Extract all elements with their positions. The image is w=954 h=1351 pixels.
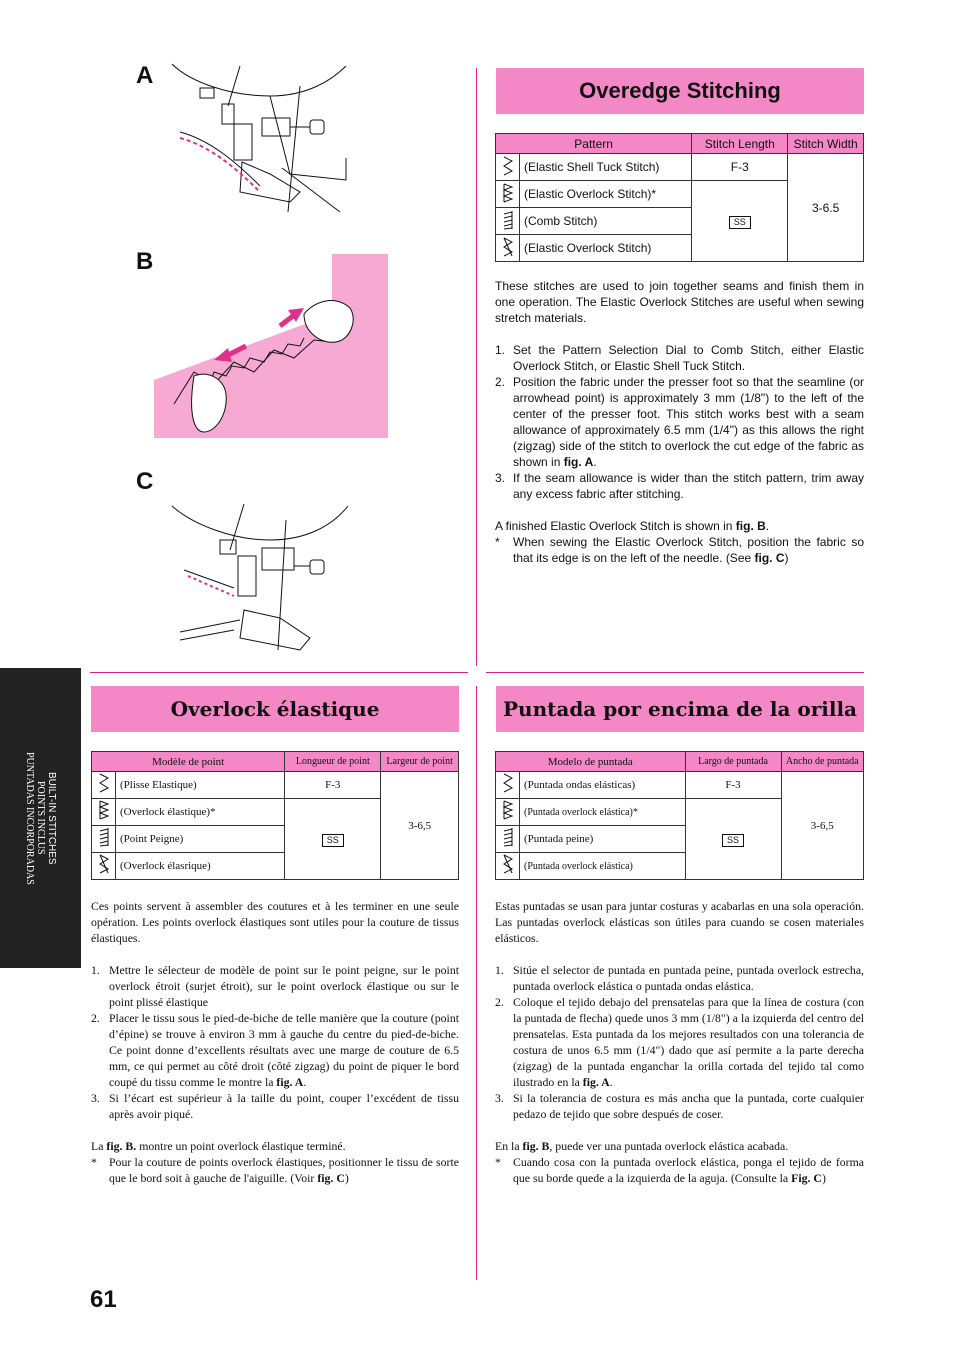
asterisk-note: * When sewing the Elastic Overlock Stitch, position the fabric so that its edge is on the left of the needle. (See fig. C) — [495, 535, 864, 565]
asterisk-note: * Cuando cosa con la puntada overlock elástica, ponga el tejido de forma que su borde quede a la izquierda de la aguja. (Consulte la Fig. C) — [495, 1155, 864, 1185]
stitch-table-spanish — [495, 751, 864, 880]
column-header: Stitch Length — [692, 134, 788, 154]
stitch-length: F-3 — [685, 772, 781, 799]
section-rule-right — [486, 672, 864, 673]
spanish-body — [495, 898, 864, 1186]
list-item: 3. If the seam allowance is wider than the stitch pattern, trim away any excess fabric after stitching. — [495, 471, 864, 501]
pattern-name: (Elastic Overlock Stitch) — [520, 235, 692, 262]
shell-tuck-stitch-icon — [92, 772, 116, 799]
page-number: 61 — [90, 1286, 117, 1313]
figure-c-illustration — [170, 500, 350, 665]
stitch-length: F-3 — [285, 772, 381, 799]
stitch-length-ss: SS — [685, 799, 781, 880]
column-header: Largeur de point — [381, 752, 459, 772]
column-divider-bottom — [476, 686, 477, 1280]
list-item: 1. Sitúe el selector de puntada en puntada peine, puntada overlock estrecha, puntada overlock elástica o puntada ondas elástica. — [495, 963, 864, 993]
stitch-width: 3-6.5 — [788, 154, 864, 262]
list-item: 2. Coloque el tejido debajo del prensatelas para que la línea de costura (con la puntada de flecha) quede unos 3 mm (1/8") a la izquierda del centro del prensatelas. Esta puntada da los mejores resultados con una tolerancia de costura de unos 6.5 mm (1/4") dado que así permite a la parte derecha (zigzag) de la puntada enganchar la orilla cortada del tejido tal como ilustrado en la fig. A. — [495, 995, 864, 1089]
overlock-stitch-icon — [92, 799, 116, 826]
list-item: 1. Mettre le sélecteur de modèle de point sur le point peigne, sur le point overlock étroit (surjet étroit), sur le point overlock élastique ou sur le point plissé élastique — [91, 963, 459, 1009]
list-item: 3. Si la tolerancia de costura es más ancha que la puntada, corte cualquier pedazo de tejido que sobre después de coser. — [495, 1091, 864, 1121]
finished-note: A finished Elastic Overlock Stitch is shown in fig. B. — [495, 519, 770, 533]
overlock-stitch-icon — [92, 853, 116, 880]
pattern-name: (Elastic Overlock Stitch)* — [520, 181, 692, 208]
section-title-english: Overedge Stitching — [496, 68, 864, 114]
stitch-length: F-3 — [692, 154, 788, 181]
figure-b-label: B — [136, 248, 154, 275]
pattern-name: (Puntada overlock elástica)* — [520, 799, 686, 826]
column-header: Ancho de puntada — [781, 752, 864, 772]
finished-note: En la fig. B, puede ver una puntada overlock elástica acabada. — [495, 1139, 789, 1153]
pattern-name: (Puntada ondas elásticas) — [520, 772, 686, 799]
english-body — [495, 278, 864, 566]
pattern-name: (Comb Stitch) — [520, 208, 692, 235]
column-header: Longueur de point — [285, 752, 381, 772]
pattern-name: (Overlock élasrique) — [116, 853, 285, 880]
column-header: Pattern — [496, 134, 692, 154]
intro-paragraph: Estas puntadas se usan para juntar costuras y acabarlas en una sola operación. Las puntadas overlock elásticas son útiles para cuando se cosen materiales elásticos. — [495, 899, 864, 945]
chapter-side-tab — [0, 668, 81, 968]
stitch-length-ss: SS — [285, 799, 381, 880]
asterisk-note: * Pour la couture de points overlock élastiques, positionner le tissu de sorte que le bord soit à gauche de l'aiguille. (Voir fig. C) — [91, 1155, 459, 1185]
table-row — [496, 772, 864, 799]
column-header: Modèle de point — [92, 752, 285, 772]
column-divider-top — [476, 68, 477, 666]
finished-note: La fig. B. montre un point overlock élastique terminé. — [91, 1139, 346, 1153]
french-body — [91, 898, 459, 1186]
stitch-width: 3-6,5 — [781, 772, 864, 880]
overlock-stitch-icon — [496, 235, 520, 262]
overlock-stitch-icon — [496, 799, 520, 826]
list-item: 2. Placer le tissu sous le pied-de-biche de telle manière que la couture (point d’épine) se trouve à environ 3 mm à gauche du centre du pied-de-biche. Ce point donne d’excellents résultats avec une marge de couture de 6.5 mm, ce qui permet au côté droit (côté zigzag) du point de piquer le bord coupé du tissu comme le montre la fig. A. — [91, 1011, 459, 1089]
overlock-stitch-icon — [496, 853, 520, 880]
side-tab-english: BUILT-IN STITCHES — [46, 771, 57, 865]
column-header: Stitch Width — [788, 134, 864, 154]
overlock-stitch-icon — [496, 181, 520, 208]
pattern-name: (Puntada peine) — [520, 826, 686, 853]
table-row — [496, 154, 864, 181]
stitch-table-french — [91, 751, 459, 880]
column-header: Largo de puntada — [685, 752, 781, 772]
side-tab-french: POINTS INCLUS — [35, 781, 46, 855]
section-title-french: Overlock élastique — [91, 686, 459, 732]
column-header: Modelo de puntada — [496, 752, 686, 772]
figure-b-illustration — [154, 254, 388, 438]
stitch-table-english — [495, 133, 864, 262]
list-item: 1. Set the Pattern Selection Dial to Comb Stitch, either Elastic Overlock Stitch, or Elastic Shell Tuck Stitch. — [495, 343, 864, 373]
pattern-name: (Overlock élastique)* — [116, 799, 285, 826]
pattern-name: (Elastic Shell Tuck Stitch) — [520, 154, 692, 181]
figure-c-label: C — [136, 468, 154, 495]
list-item: 2. Position the fabric under the presser foot so that the seamline (or arrowhead point) is approximately 3 mm (1/8") to the left of the center of the presser foot. This stitch works best with a seam allowance of approximately 6.5 mm (1/4") as this allows the right (zigzag) side of the stitch to overlock the cut edge of the fabric as shown in fig. A. — [495, 375, 864, 469]
comb-stitch-icon — [92, 826, 116, 853]
table-row — [92, 772, 459, 799]
comb-stitch-icon — [496, 208, 520, 235]
shell-tuck-stitch-icon — [496, 772, 520, 799]
side-tab-spanish: PUNTADAS INCORPORADAS — [24, 751, 35, 885]
pattern-name: (Point Peigne) — [116, 826, 285, 853]
section-title-spanish: Puntada por encima de la orilla — [496, 686, 864, 732]
intro-paragraph: These stitches are used to join together seams and finish them in one operation. The Elastic Overlock Stitches are useful when sewing stretch materials. — [495, 279, 864, 325]
section-rule-left — [90, 672, 468, 673]
comb-stitch-icon — [496, 826, 520, 853]
intro-paragraph: Ces points servent à assembler des coutures et à les terminer en une seule opération. Les points overlock élastiques sont utiles pour la couture de tissus élastiques. — [91, 899, 459, 945]
figure-a-illustration — [170, 62, 350, 222]
list-item: 3. Si l’écart est supérieur à la taille du point, couper l’excédent de tissu après avoir piqué. — [91, 1091, 459, 1121]
figure-a-label: A — [136, 62, 154, 89]
pattern-name: (Plisse Elastique) — [116, 772, 285, 799]
pattern-name: (Puntada overlock elástica) — [520, 853, 686, 880]
shell-tuck-stitch-icon — [496, 154, 520, 181]
stitch-width: 3-6,5 — [381, 772, 459, 880]
stitch-length-ss: SS — [692, 181, 788, 262]
